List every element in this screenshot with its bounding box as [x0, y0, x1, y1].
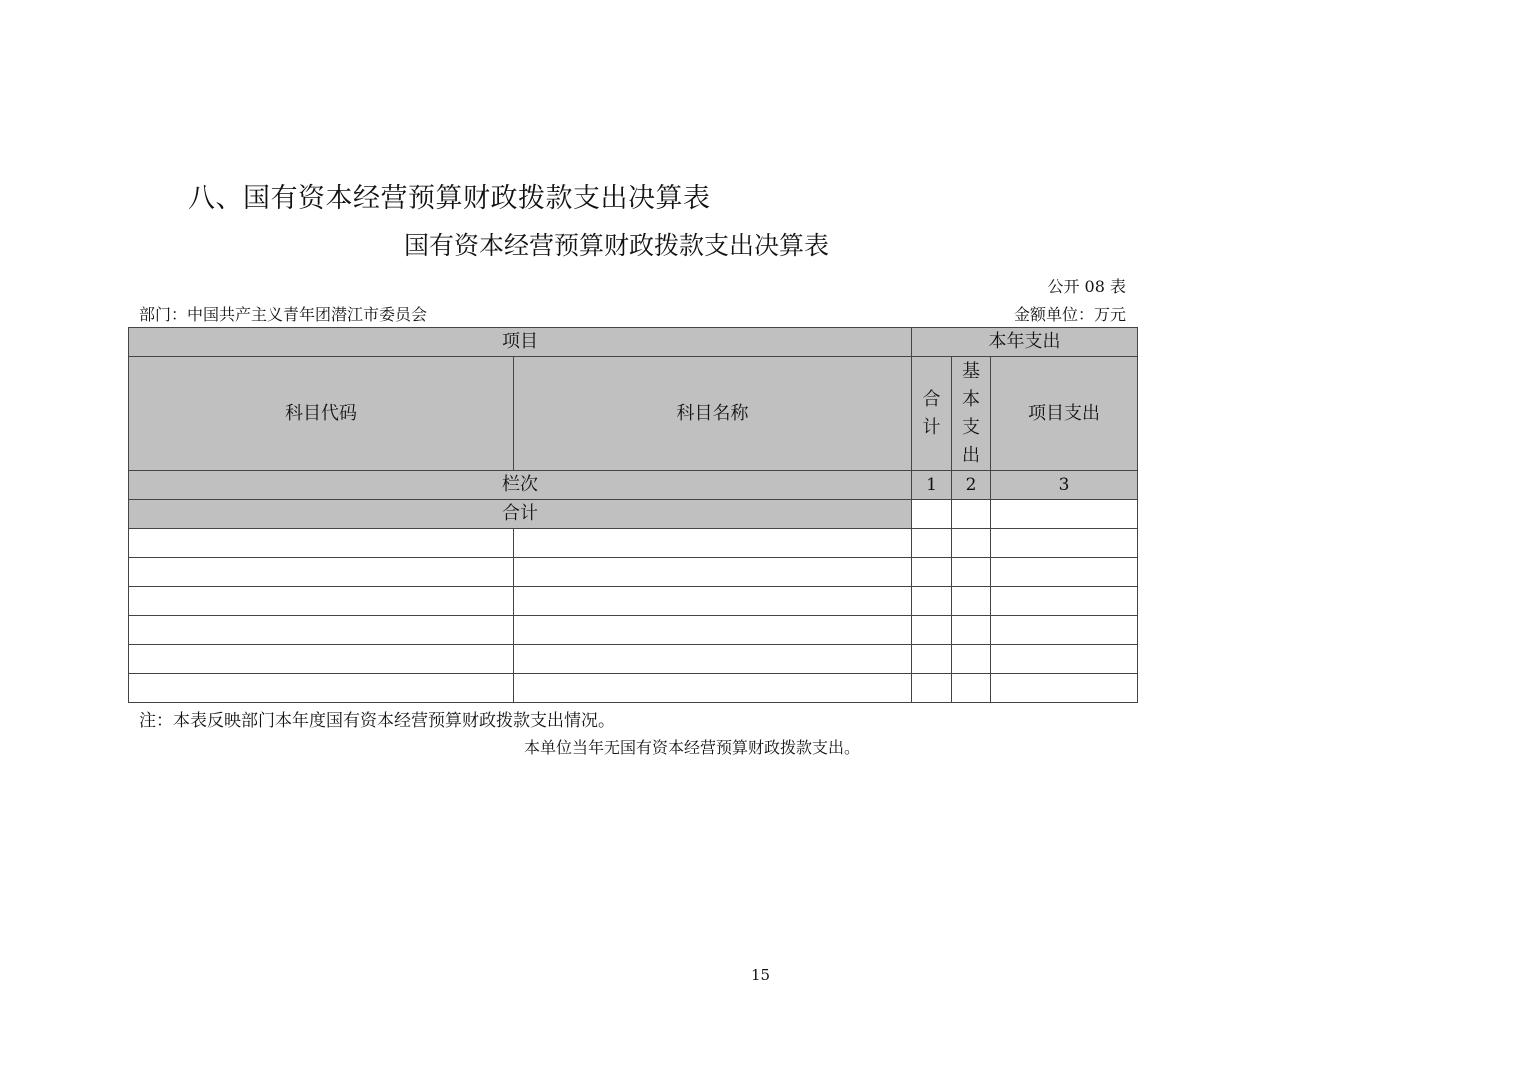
header-subject-code: 科目代码: [129, 357, 514, 471]
header-item: 项目: [129, 328, 912, 357]
table-row: [129, 558, 1138, 587]
table-cell: [912, 558, 952, 587]
table-cell: [991, 616, 1138, 645]
table-cell: [912, 674, 952, 703]
header-row-columns: [129, 357, 1138, 471]
table-cell: [991, 529, 1138, 558]
table-cell: [952, 645, 991, 674]
table-cell: [514, 587, 912, 616]
column-index-3: 3: [991, 471, 1138, 500]
table-row: [129, 587, 1138, 616]
table-cell: [129, 616, 514, 645]
table-cell: [991, 558, 1138, 587]
table-cell: [991, 587, 1138, 616]
table-cell: [952, 529, 991, 558]
total-cell: [991, 500, 1138, 529]
total-cell: [912, 500, 952, 529]
column-index-row: [129, 471, 1138, 500]
table-cell: [952, 616, 991, 645]
table-row: [129, 645, 1138, 674]
column-index-2: 2: [952, 471, 991, 500]
header-current-year: 本年支出: [912, 328, 1138, 357]
table-cell: [129, 558, 514, 587]
amount-unit-label: 金额单位：万元: [1013, 305, 1126, 324]
table-cell: [514, 558, 912, 587]
table-cell: [912, 645, 952, 674]
table-row: [129, 529, 1138, 558]
header-project-expenditure: 项目支出: [991, 357, 1138, 471]
table-cell: [514, 529, 912, 558]
table-cell: [952, 558, 991, 587]
header-total-cell: [912, 357, 952, 471]
header-basic-cell: [952, 357, 991, 471]
table-cell: [991, 645, 1138, 674]
table-cell: [514, 674, 912, 703]
table-remark: 本单位当年无国有资本经营预算财政拨款支出。: [524, 738, 861, 757]
table-cell: [952, 674, 991, 703]
table-cell: [514, 645, 912, 674]
table-cell: [129, 674, 514, 703]
table-cell: [952, 587, 991, 616]
table-cell: [912, 529, 952, 558]
header-basic-expenditure: 基本支出: [962, 360, 980, 466]
table-cell: [514, 616, 912, 645]
header-total: 合计: [922, 388, 941, 438]
page-number: 15: [751, 966, 771, 984]
table-cell: [912, 616, 952, 645]
table-note: 注：本表反映部门本年度国有资本经营预算财政拨款支出情况。: [139, 711, 615, 731]
table-cell: [991, 674, 1138, 703]
column-index-label: 栏次: [129, 471, 912, 500]
header-row-top: [129, 328, 1138, 357]
table-cell: [912, 587, 952, 616]
column-index-1: 1: [912, 471, 952, 500]
section-heading: 八、国有资本经营预算财政拨款支出决算表: [188, 183, 711, 214]
table-title: 国有资本经营预算财政拨款支出决算表: [404, 231, 830, 260]
table-row: [129, 674, 1138, 703]
expenditure-table: [128, 327, 1138, 703]
total-cell: [952, 500, 991, 529]
table-cell: [129, 529, 514, 558]
table-cell: [129, 587, 514, 616]
table-cell: [129, 645, 514, 674]
table-code: 公开 08 表: [1047, 277, 1126, 296]
department-label: 部门：中国共产主义青年团潜江市委员会: [139, 305, 428, 324]
total-row-label: 合计: [129, 500, 912, 529]
table-row: [129, 616, 1138, 645]
header-subject-name: 科目名称: [514, 357, 912, 471]
total-row: [129, 500, 1138, 529]
